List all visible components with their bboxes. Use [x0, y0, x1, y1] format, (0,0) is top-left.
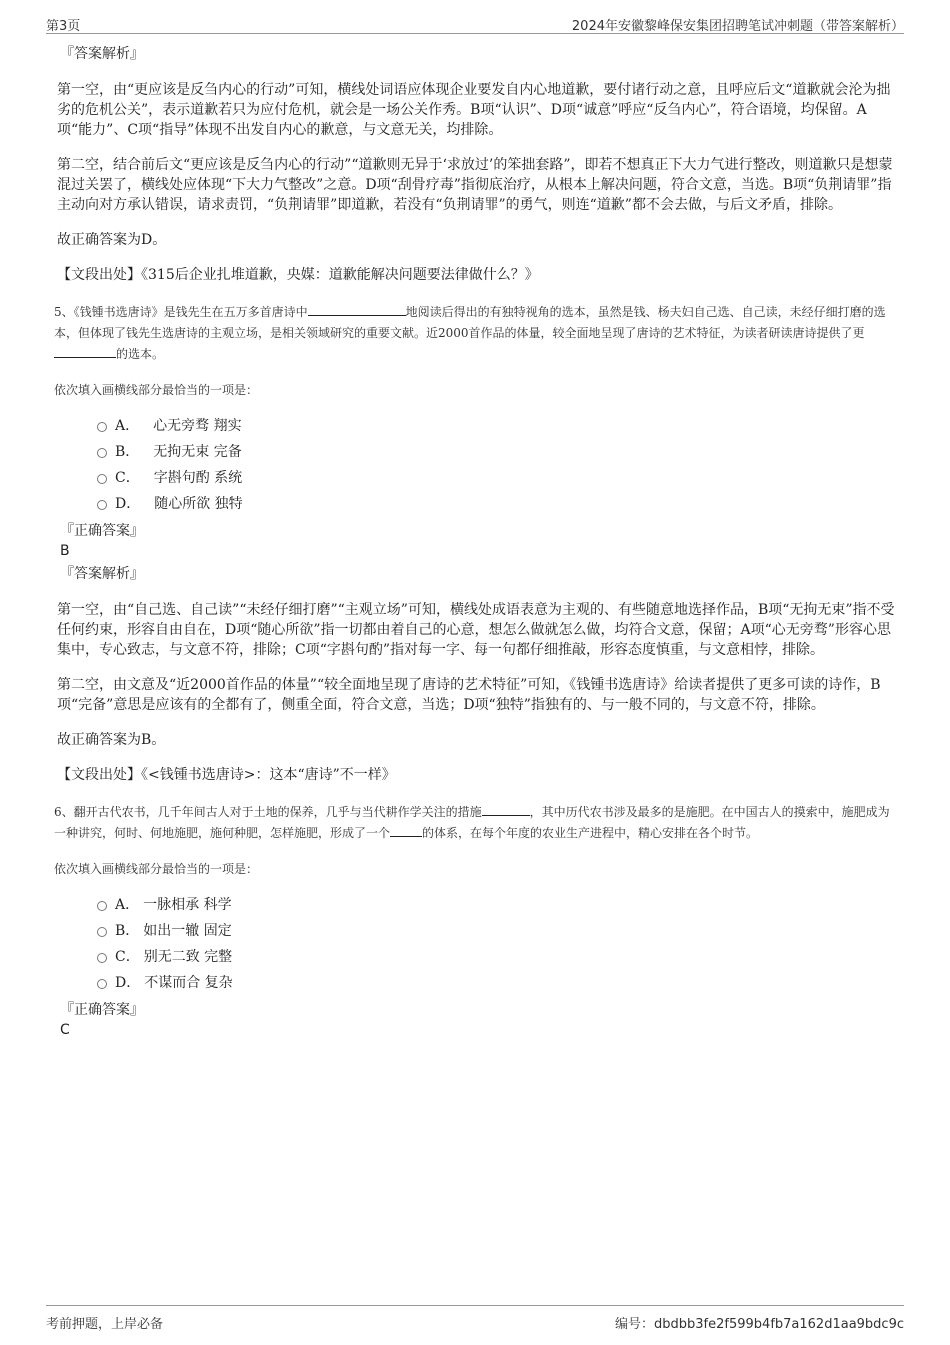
q5-options — [97, 413, 897, 517]
radio-icon[interactable] — [97, 422, 107, 432]
radio-icon[interactable] — [97, 474, 107, 484]
q5-analysis-para-2: 第二空，由文意及“近2000首作品的体量”“较全面地呈现了唐诗的艺术特征”可知，《钱锺书选唐诗》给读者提供了更多可读的诗作，B项“完备”意思是应该有的全都有了，侧重全面，符合文意，当选；D项“独特”指独有的、与一般不同的，与文意不符，排除。 — [57, 677, 881, 713]
q5-stem: 5、《钱锺书选唐诗》是钱先生在五万多首唐诗中 地阅读后得出的有独特视角的选本，虽然是钱、杨夫妇自己选、自己读，未经仔细打磨的选本，但体现了钱先生选唐诗的主观立场，是相关领域研究的重要文献。近2000首作品的体量，较全面地呈现了唐诗的艺术特征，为读者研读唐诗提供了更的选本。 — [54, 305, 886, 361]
footer-slogan: 考前押题，上岸必备 — [46, 1317, 164, 1332]
q5-correct-answer: B — [60, 543, 70, 559]
radio-icon[interactable] — [97, 901, 107, 911]
page-footer — [46, 1305, 904, 1332]
radio-icon[interactable] — [97, 448, 107, 458]
radio-icon[interactable] — [97, 953, 107, 963]
q5-blank-1 — [308, 303, 406, 316]
radio-icon[interactable] — [97, 927, 107, 937]
q5-correct-label: 『正确答案』 — [60, 523, 144, 539]
document-code: 编号：dbdbb3fe2f599b4fb7a162d1aa9bdc9c — [615, 1317, 904, 1332]
q6-blank-2 — [390, 824, 422, 837]
q5-blank-2 — [54, 345, 116, 358]
q6-stem: 6、翻开古代农书，几千年间古人对于土地的保养，几乎与当代耕作学关注的措施 ，其中历代农书涉及最多的是施肥。在中国古人的摸索中，施肥成为一种讲究，何时、何地施肥，施何种肥，怎样施肥，形成了一个 的体系，在每个年度的农业生产进程中，精心安排在各个时节。 — [54, 805, 890, 840]
q6-option-d[interactable]: D． 不谋而合 复杂 — [97, 970, 897, 996]
q5-conclusion: 故正确答案为B。 — [57, 732, 166, 748]
q4-analysis-label: 『答案解析』 — [60, 46, 144, 62]
q6-option-c[interactable]: C． 别无二致 完整 — [97, 944, 897, 970]
q5-option-c[interactable]: C． 字斟句酌 系统 — [97, 465, 897, 491]
radio-icon[interactable] — [97, 500, 107, 510]
page-number: 第3页 — [46, 19, 81, 34]
document-title: 2024年安徽黎峰保安集团招聘笔试冲刺题（带答案解析） — [571, 19, 904, 34]
q6-options — [97, 892, 897, 996]
q4-analysis-para-1: 第一空，由“更应该是反刍内心的行动”可知，横线处词语应体现企业要发自内心地道歉，要付诸行动之意，且呼应后文“道歉就会沦为拙劣的危机公关”，表示道歉若只为应付危机，就会是一场公关作秀。B项“认识”、D项“诚意”呼应“反刍内心”，符合语境，均保留。A项“能力”、C项“指导”体现不出发自内心的歉意，与文意无关，均排除。 — [57, 82, 891, 138]
q6-correct-label: 『正确答案』 — [60, 1002, 144, 1018]
q5-analysis-label: 『答案解析』 — [60, 566, 144, 582]
q5-option-a[interactable]: A． 心无旁骛 翔实 — [97, 413, 897, 439]
q5-option-d[interactable]: D． 随心所欲 独特 — [97, 491, 897, 517]
q6-prompt: 依次填入画横线部分最恰当的一项是： — [54, 862, 259, 876]
q5-analysis-para-1: 第一空，由“自己选、自己读”“未经仔细打磨”“主观立场”可知，横线处成语表意为主观的、有些随意地选择作品，B项“无拘无束”指不受任何约束，形容自由自在，D项“随心所欲”指一切都由着自己的心意，想怎么做就怎么做，均符合文意，保留；A项“心无旁骛”形容心思集中，专心致志，与文意不符，排除；C项“字斟句酌”指对每一字、每一句都仔细推敲，形容态度慎重，与文意相悖，排除。 — [57, 602, 895, 658]
q5-option-b[interactable]: B． 无拘无束 完备 — [97, 439, 897, 465]
page-content — [54, 44, 897, 1039]
q4-analysis-para-2: 第二空，结合前后文“更应该是反刍内心的行动”“道歉则无异于‘求放过’的笨拙套路”，即若不想真正下大力气进行整改，则道歉只是想蒙混过关罢了，横线处应体现“下大力气整改”之意。D项“刮骨疗毒”指彻底治疗，从根本上解决问题，符合文意，当选。B项“负荆请罪”指主动向对方承认错误，请求责罚，“负荆请罪”即道歉，若没有“负荆请罪”的勇气，则连“道歉”都不会去做，与后文矛盾，排除。 — [57, 157, 893, 213]
q5-number: 5、 — [54, 305, 74, 319]
radio-icon[interactable] — [97, 979, 107, 989]
q5-prompt: 依次填入画横线部分最恰当的一项是： — [54, 383, 259, 397]
q5-source: 【文段出处】《<钱锺书选唐诗>：这本“唐诗”不一样》 — [57, 767, 396, 783]
q4-conclusion: 故正确答案为D。 — [57, 232, 167, 248]
q4-source: 【文段出处】《315后企业扎堆道歉，央媒：道歉能解决问题要法律做什么？》 — [57, 267, 539, 283]
page-header — [46, 14, 904, 34]
q6-option-a[interactable]: A． 一脉相承 科学 — [97, 892, 897, 918]
q6-number: 6、 — [54, 805, 74, 819]
q6-blank-1 — [482, 803, 530, 816]
q6-option-b[interactable]: B． 如出一辙 固定 — [97, 918, 897, 944]
q6-correct-answer: C — [60, 1022, 70, 1038]
